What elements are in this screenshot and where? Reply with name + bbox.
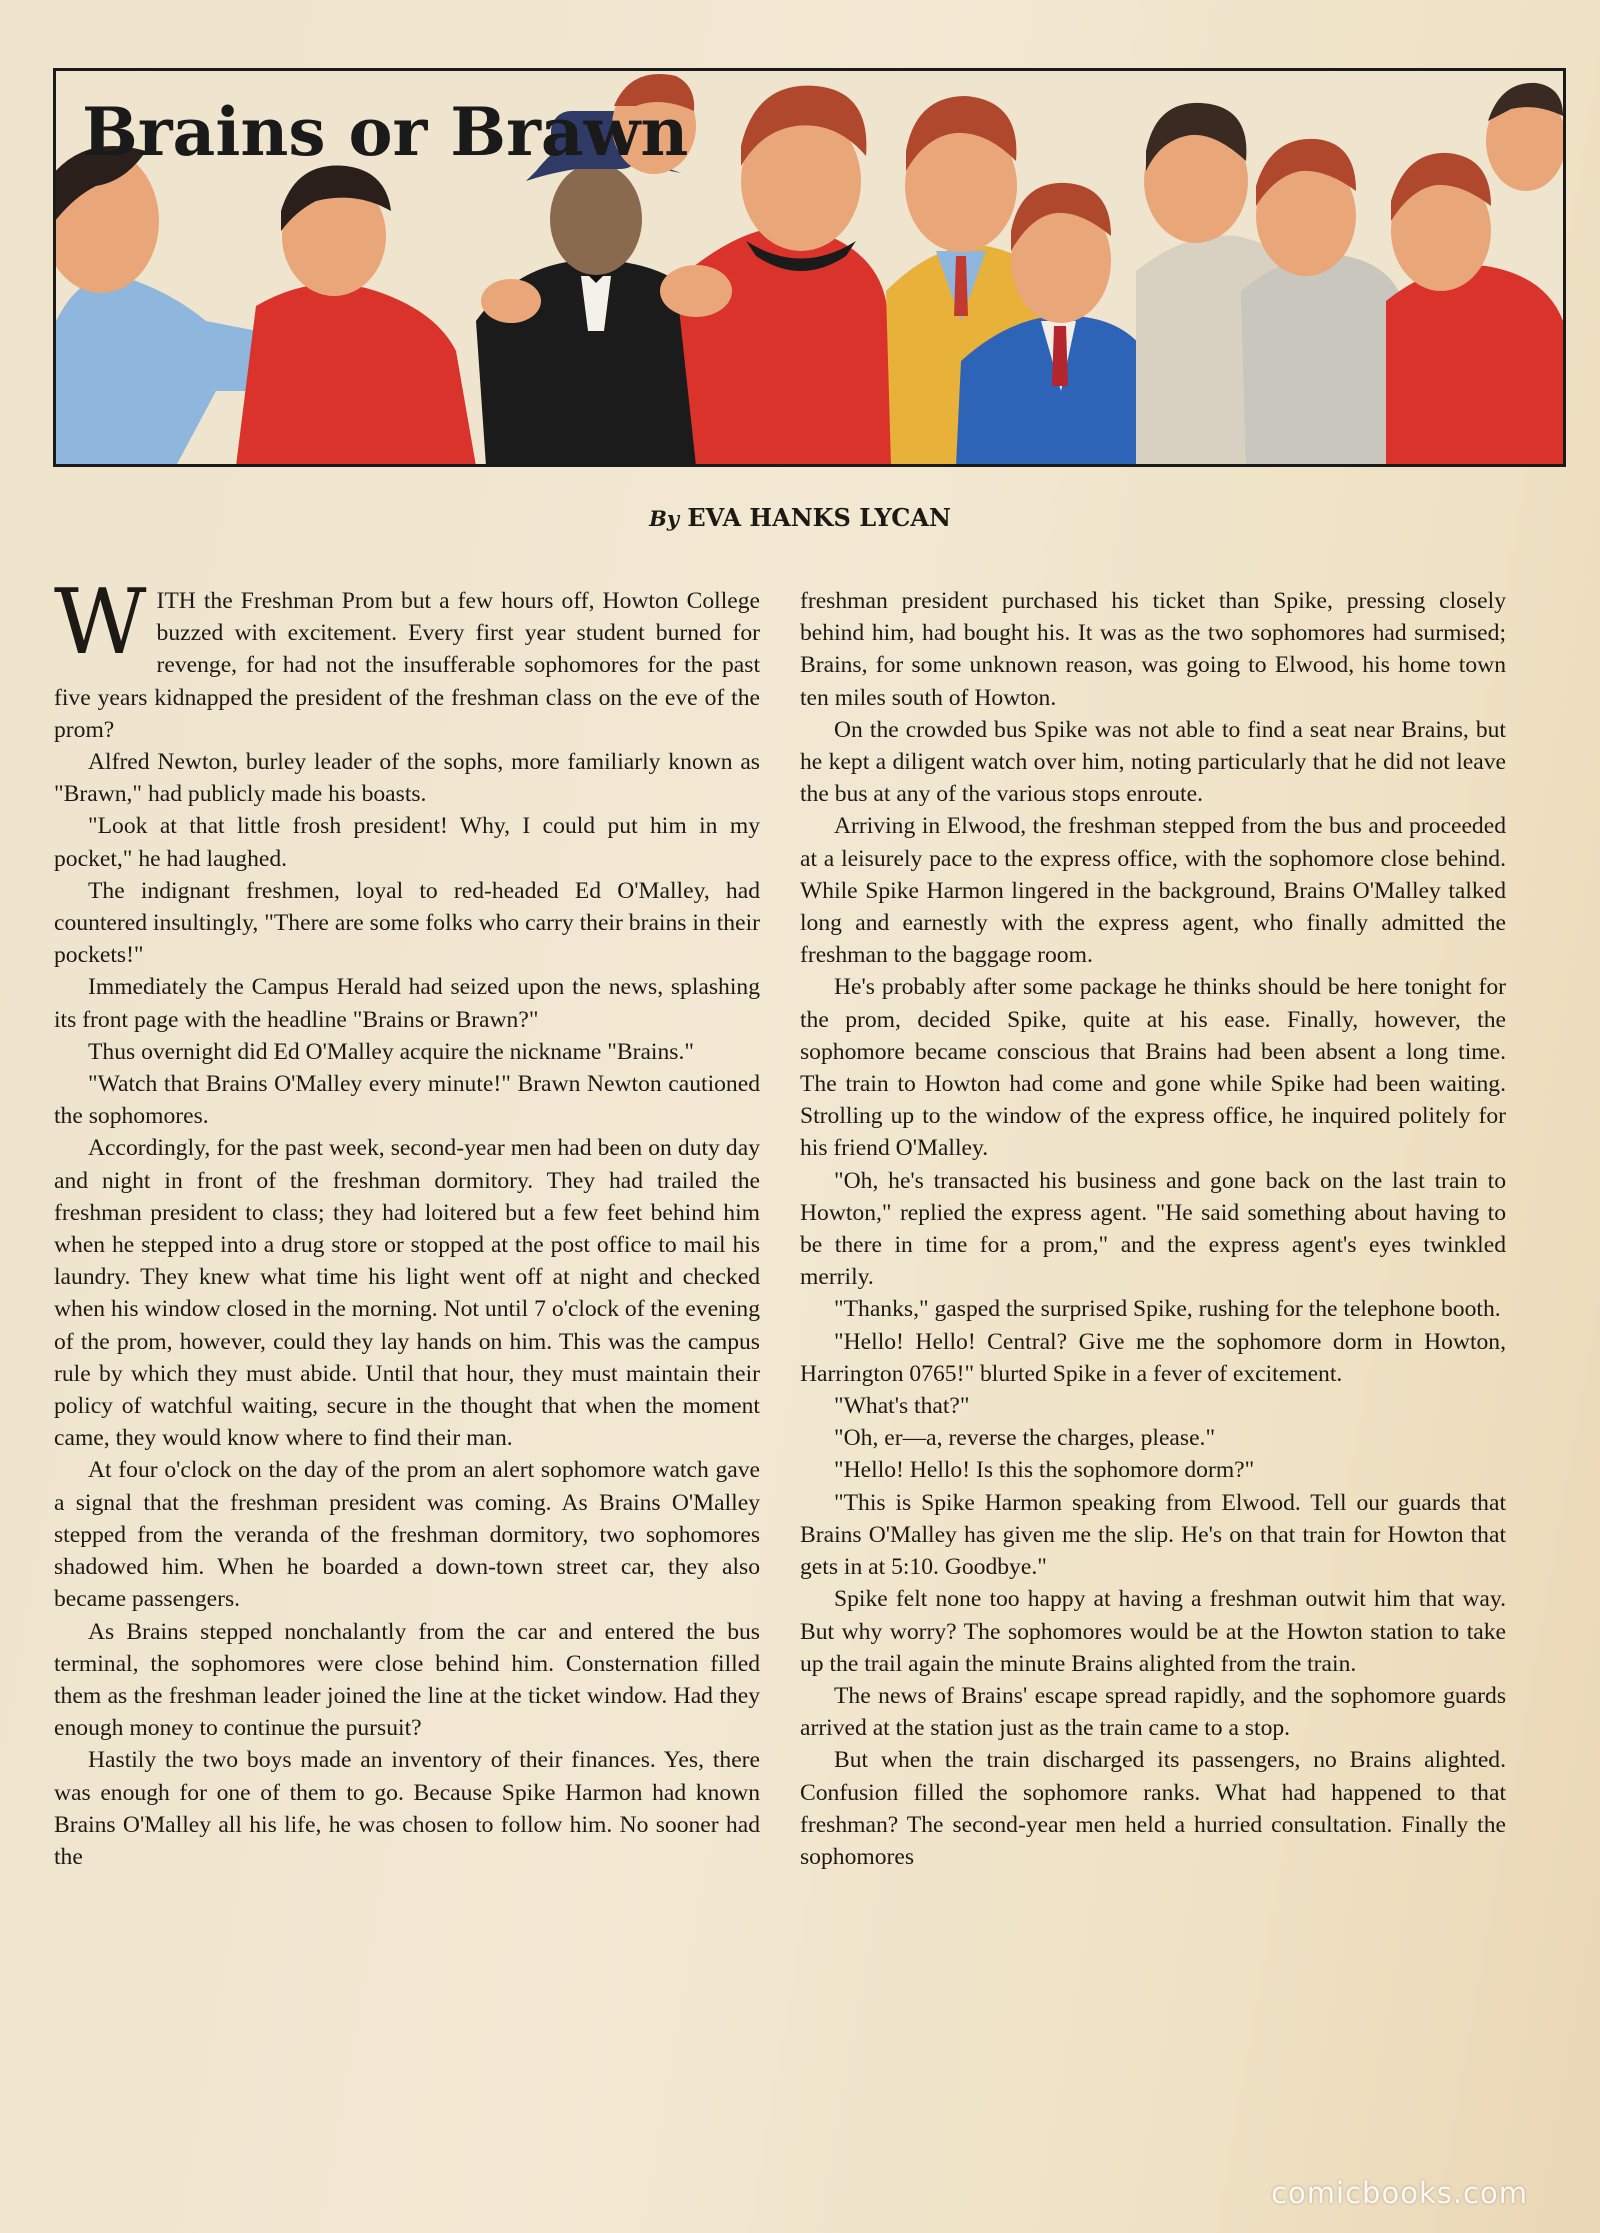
article-paragraph: But when the train discharged its passengers, no Brains alighted. Confusion filled the sophomore ranks. What had happened to that freshman? The second-year men held a hurried consultation. Finally the sophomores — [800, 1747, 1506, 1870]
article-paragraph: Spike felt none too happy at having a freshman outwit him that way. But why worry? The sophomores would be at the Howton station to take up the trail again the minute Brains alighted from the train. — [800, 1586, 1506, 1677]
article-paragraph: Alfred Newton, burley leader of the sophs, more familiarly known as "Brawn," had publicly made his boasts. — [54, 749, 760, 808]
article-paragraph: Thus overnight did Ed O'Malley acquire the nickname "Brains." — [88, 1038, 694, 1065]
article-paragraph: As Brains stepped nonchalantly from the car and entered the bus terminal, the sophomores were close behind him. Consternation filled them as the freshman leader joined the line at the ticket window. Had they enough money to continue the pursuit? — [54, 1618, 760, 1742]
article-paragraph: "Hello! Hello! Is this the sophomore dorm?" — [834, 1457, 1255, 1484]
article-paragraph: "Watch that Brains O'Malley every minute!" Brawn Newton cautioned the sophomores. — [54, 1071, 760, 1130]
article-paragraph: Immediately the Campus Herald had seized upon the news, splashing its front page with the headline "Brains or Brawn?" — [54, 974, 760, 1033]
article-paragraph: "Thanks," gasped the surprised Spike, rushing for the telephone booth. — [834, 1296, 1501, 1323]
story-title: Brains or Brawn — [82, 93, 689, 171]
article-paragraph: At four o'clock on the day of the prom an alert sophomore watch gave a signal that the freshman president was coming. As Brains O'Malley stepped from the veranda of the freshman dormitory, two sophomores shadowed him. When he boarded a down-town street car, they also became passengers. — [54, 1457, 760, 1613]
article-paragraph: freshman president purchased his ticket than Spike, pressing closely behind him, had bought his. It was as the two sophomores had surmised; Brains, for some unknown reason, was going to Elwood, his home town ten miles south of Howton. — [800, 588, 1506, 711]
article-paragraph — [54, 570, 760, 746]
article-left-column — [54, 570, 760, 1873]
article-paragraph: "What's that?" — [834, 1393, 970, 1420]
header-illustration — [53, 68, 1566, 467]
article-paragraph: Accordingly, for the past week, second-year men had been on duty day and night in front of the freshman dormitory. They had trailed the freshman president to class; they had loitered but a few feet behind him when he stepped into a drug store or stopped at the post office to mail his laundry. They knew what time his light went off at night and checked when his window closed in the morning. Not until 7 o'clock of the evening of the prom, however, could they lay hands on him. This was the campus rule by which they must abide. Until that hour, they must maintain their policy of watchful waiting, secure in the thought that when the moment came, they would know where to find their man. — [54, 1135, 760, 1452]
article-paragraph: "Oh, er—a, reverse the charges, please." — [834, 1425, 1216, 1452]
article-paragraph: "Hello! Hello! Central? Give me the sophomore dorm in Howton, Harrington 0765!" blurted Spike in a fever of excitement. — [800, 1328, 1506, 1387]
byline-author: EVA HANKS LYCAN — [687, 503, 951, 532]
article-paragraph: He's probably after some package he thinks should be here tonight for the prom, decided Spike, quite at his ease. Finally, however, the sophomore became conscious that Brains had been absent a long time. The train to Howton had come and gone while Spike had been waiting. Strolling up to the window of the express office, he inquired politely for his friend O'Malley. — [800, 974, 1506, 1162]
site-watermark: comicbooks.com — [1271, 2176, 1528, 2210]
article-paragraph: "Look at that little frosh president! Why, I could put him in my pocket," he had laughed. — [54, 813, 760, 872]
article-paragraph: "This is Spike Harmon speaking from Elwood. Tell our guards that Brains O'Malley has given me the slip. He's on that train for Howton that gets in at 5:10. Goodbye." — [800, 1489, 1506, 1581]
byline-prefix: By — [649, 506, 680, 531]
article-paragraph: The news of Brains' escape spread rapidly, and the sophomore guards arrived at the station just as the train came to a stop. — [800, 1682, 1506, 1742]
opening-text: ITH the Freshman Prom but a few hours off, Howton College buzzed with excitement. Every first year student burned for revenge, for had not the insufferable sophomores for the past five years kidnapped the president of the freshman class on the eve of the prom? — [54, 588, 760, 743]
article-paragraph: Hastily the two boys made an inventory of their finances. Yes, there was enough for one of them to go. Because Spike Harmon had known Brains O'Malley all his life, he was chosen to follow him. No sooner had the — [54, 1747, 760, 1870]
article-paragraph: Arriving in Elwood, the freshman stepped from the bus and proceeded at a leisurely pace to the express office, with the sophomore close behind. While Spike Harmon lingered in the background, Brains O'Malley talked long and earnestly with the express agent, who finally admitted the freshman to the baggage room. — [800, 813, 1506, 969]
article-right-column — [800, 585, 1506, 1873]
drop-cap: W — [54, 570, 147, 675]
byline — [0, 503, 1600, 532]
article-paragraph: On the crowded bus Spike was not able to find a seat near Brains, but he kept a diligent watch over him, noting particularly that he did not leave the bus at any of the various stops enroute. — [800, 716, 1506, 808]
article-paragraph: "Oh, he's transacted his business and gone back on the last train to Howton," replied the express agent. "He said something about having to be there in time for a prom," and the express agent's eyes twinkled merrily. — [800, 1167, 1506, 1291]
article-paragraph: The indignant freshmen, loyal to red-headed Ed O'Malley, had countered insultingly, "There are some folks who carry their brains in their pockets!" — [54, 877, 760, 969]
